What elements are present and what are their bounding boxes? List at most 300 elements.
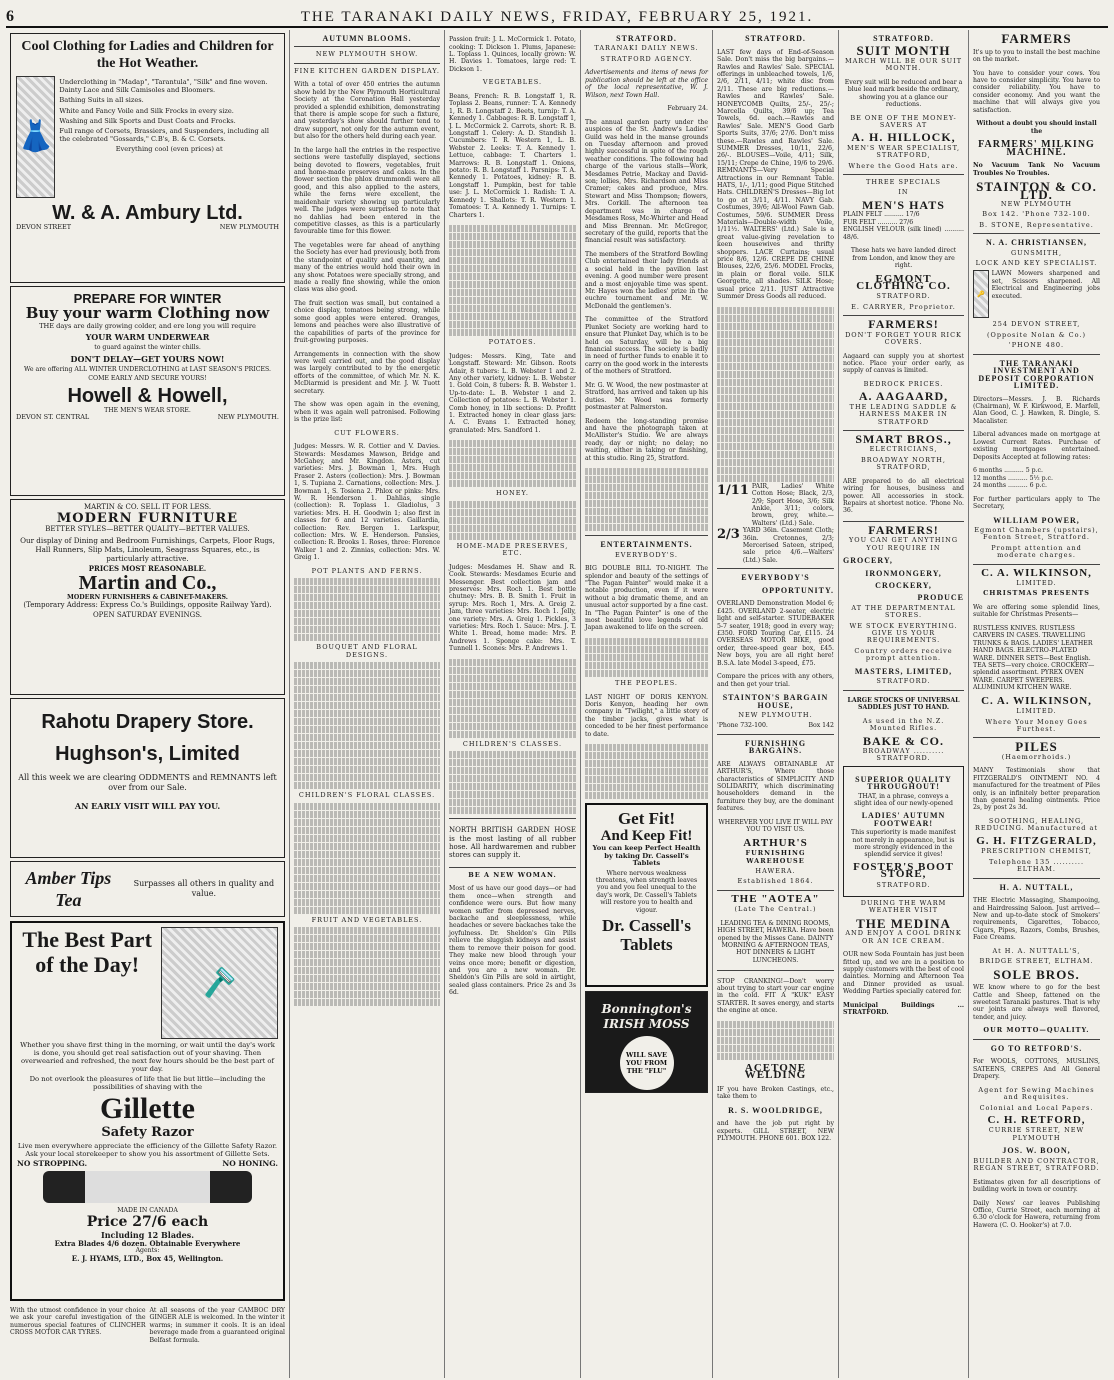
illegible-text-line [294, 883, 440, 890]
directors: Directors—Messrs. J. B. Richards (Chairman), W. F. Kirkwood, E. Marfell, Alan Good, C. J. Hawken, R. Dingle, S. Macalister. [973, 395, 1100, 425]
howell-firm: Howell & Howell, [67, 384, 228, 407]
march-line: MARCH WILL BE OUR SUIT MONTH. [844, 56, 963, 73]
illegible-text-line [449, 659, 576, 666]
devon-opposite: (Opposite Nolan & Co.) [986, 330, 1087, 339]
sewing-agent: Agent for Sewing Machines and Requisites. [978, 1085, 1095, 1102]
illegible-text-line [294, 811, 440, 818]
crockery: CROCKERY, [875, 581, 932, 591]
bonningtons-badge: WILL SAVE YOU FROM THE "FLU" [620, 1036, 674, 1090]
illegible-text-line [294, 875, 440, 882]
illegible-text-line [449, 759, 576, 766]
illegible-text-line [585, 662, 708, 669]
razor-set-illustration [43, 1171, 252, 1203]
hose-text: PAIR, Ladies' White Cotton Hose; Black, 2/3, 2/9; Sport Hose, 3/6; Silk Ankle, 3/11; colors, brown, grey, white.—Walters' (Ltd.) Sale. [751, 482, 834, 527]
martin-ad [10, 499, 285, 695]
howell-town: NEW PLYMOUTH. [217, 413, 279, 422]
illegible-text-line [585, 492, 708, 499]
illegible-text-line [449, 767, 576, 774]
nuttall-addr: BRIDGE STREET, ELTHAM. [979, 957, 1094, 966]
new-woman-text: Most of us have our good days—or had them once—when strength and confidence were ours. But how many women suffer from depressed nerves, backache and sleeplessness, while headaches or severe backaches take the joyfulness. Dr. Sheldon's Gin Pills relieve the sluggish kidneys and assist them to remove their poison for good. They make new blood through your veins once more; benefit or digestion, and you are a new woman. Dr. Sheldon's Gin Pills are sold in airtight, sealed glass containers. Price 2s and 3s 6d. [449, 885, 576, 997]
ambury-town: NEW PLYMOUTH [219, 223, 279, 231]
illegible-text-line [449, 783, 576, 790]
howell-title-1: PREPARE FOR WINTER [73, 291, 222, 306]
illegible-text-line [449, 257, 576, 264]
illegible-text-line [585, 768, 708, 775]
retford-addr: CURRIE STREET, NEW PLYMOUTH [988, 1126, 1085, 1142]
mens-hats: MEN'S HATS [862, 197, 945, 212]
autumn-para-3: The vegetables were far ahead of anything the Society has ever had previously, both from the standpoint of quality and quantity, and many of the entries would hold their own in any show. Potatoes were specially strong, and made a really fine showing, while the onion class was also good. [294, 241, 440, 294]
march-text: Every suit will be reduced and bear a blue lead mark beside the ordinary, showing you at a glance our reductions. [844, 78, 963, 109]
illegible-text-line [294, 686, 440, 693]
rick-covers: DON'T FORGET YOUR RICK COVERS. [845, 330, 962, 346]
stratford-para-4: Mr. G. W. Wood, the new postmaster at Stratford, has arrived and taken up his duties. Mr. Wood was formerly postmaster at Palmerston. [585, 381, 708, 411]
howell-title-2: Buy your warm Clothing now [25, 304, 270, 322]
hose-price: 1/11 [717, 482, 749, 498]
rate-6-months: 6 months .......... 5 p.c. [973, 467, 1043, 475]
hillock-name: A. H. HILLOCK, [851, 130, 956, 145]
illegible-text-line [717, 419, 834, 426]
rahotu-firm: Hughson's, Limited [55, 743, 240, 765]
potatoes-list: Judges: Messrs. King, Tate and Longstaff. Steward: Mr. Gibson. Roots Adair, 8 tubers: L. B. Webster 1 and 2. Any other variety, kidney: L. B. Webster 1. Gold Coin, 8 tubers: R. B. Webster 1. Up-to-date: L. B. Webster 1 and 2. Collection of potatoes: L. B. Webster 1. Comb honey, in 1lb sections: D. Profitt 1. Extracted honey in clear glass jars: A. C. Evans 1. Extracted honey, granulated: Mrs. Sandford 1. [449, 352, 576, 434]
illegible-text-line [449, 691, 576, 698]
illegible-text-line [449, 329, 576, 336]
hillock-strat: STRATFORD. [873, 34, 934, 43]
lock-key: LOCK AND KEY SPECIALIST. [975, 259, 1098, 268]
stainton-bargain: STAINTON'S BARGAIN HOUSE, [722, 693, 829, 710]
cloth-text: YARD 36in. Casement Cloth; 36in. Cretonnes, 2/3; Mercerised Sateen, striped, sale price 4/6.—Walters' (Ltd.) Sale. [742, 527, 834, 564]
furnishing-heading: FURNISHING BARGAINS. [744, 738, 807, 756]
stainton-phone: 'Phone 732-100. [717, 722, 768, 730]
illegible-text-line [294, 891, 440, 898]
fitzgerald-phone: Telephone 135 .......... ELTHAM. [988, 857, 1085, 874]
rahotu-title: Rahotu Drapery Store. [41, 711, 254, 733]
ginger-ale-notice: At all seasons of the year CAMBOC DRY GINGER ALE is welcomed. In the winter it warms; in summer it cools. It is an ideal beverage made from a guaranteed original Belfast formula. [149, 1307, 285, 1344]
daily-news-car: Daily News' car leaves Publishing Office, Currie Street, each morning at 6.30 o'clock for Hawera, returning from Hawera (C. O. Hooker's) at 7.0. [973, 1199, 1100, 1229]
wilkinson-ltd-2: LIMITED. [1016, 707, 1057, 716]
bouquet-heading: BOUQUET AND FLORAL DESIGNS. [316, 643, 418, 659]
illegible-text-line [717, 339, 834, 346]
ironmongery: IRONMONGERY, [865, 568, 942, 578]
illegible-text-line [449, 807, 576, 814]
divider [973, 878, 1100, 879]
cloth-sale [717, 527, 834, 564]
illegible-text-line [294, 951, 440, 958]
illegible-text-line [294, 750, 440, 757]
gillette-no-stropping: NO STROPPING. [17, 1159, 88, 1168]
fruit-list: Passion fruit: J. L. McCormick 1. Potato, cooking: T. Dickson 1. Plums, Japanese: L. Toplass 1. Quinces, locally grown: W. H. Davies 1. Tomatoes, large red: T. Dickson 1. [449, 36, 576, 73]
illegible-text-line [294, 586, 440, 593]
stratford-para-0: Advertisements and items of news for publication should be left at the office of the local representative, W. J. Wilson, next Town Hall. [585, 69, 708, 99]
taranaki-investment: THE TARANAKI INVESTMENT AND DEPOSIT CORPORATION LIMITED. [978, 358, 1095, 390]
stratford-para-1: The annual garden party under the auspices of the St. Andrew's Ladies' Guild was held in the manse grounds on Tuesday afternoon and proved highly successful in spite of the rough weather conditions. The following had charge of the various stalls—Work, Mesdames Petrie, Mackay and David-son; lollies, Mrs. Richardson and Miss Cramer; cakes and produce, Mrs. Stewart and Miss Thompson; flowers, Mrs. Corkill. The afternoon tea department was in charge of Mesdames Ross, Mc-Whirter and Head and Miss Brennan. Mr. McGregor, secretary of the guild, reports that the financial result was satisfactory. [585, 118, 708, 245]
illegible-text-line [449, 297, 576, 304]
illegible-text-line [449, 249, 576, 256]
cassells-keep-fit: And Keep Fit! [600, 828, 693, 845]
haemorrhoids: (Haemorrhoids.) [1001, 752, 1072, 761]
pot-plants-heading: POT PLANTS AND FERNS. [311, 566, 423, 575]
sole-motto: OUR MOTTO—QUALITY. [983, 1026, 1090, 1035]
illegible-text-line [449, 273, 576, 280]
aotea-name: THE "AOTEA" [731, 892, 820, 905]
stainton-town-2: NEW PLYMOUTH [1000, 200, 1073, 209]
masters-name: MASTERS, LIMITED, [854, 666, 953, 676]
illegible-text-line [449, 289, 576, 296]
boon-text: Estimates given for all descriptions of building work in town or country. [973, 1178, 1100, 1193]
entertainments-heading: ENTERTAINMENTS. [600, 540, 693, 550]
illegible-text-line [294, 983, 440, 990]
autumn-para-6: The show was open again in the evening, when it was again well patronised. Following is the prize list: [294, 401, 440, 423]
illegible-text-line [717, 1053, 834, 1060]
illegible-text-line [294, 927, 440, 934]
preserves-list: Judges: Mesdames H. Shaw and R. Cook. Stewards: Mesdames Ecurie and Messenger. Best collection jam and preserves: Mrs. Roch 1. Best bottle chutney: Mrs. B. B. Smith 1. Fruit in syrup: Mrs. Roch 1, Mrs. A. Greig 2. Jam, three varieties: Mrs. Roch 1. Jelly, one variety: Mrs. A. Greig 1. Pickles, 3 varieties: Mrs. Roch 1. Sauce: Mrs. J. T. White 1. Bread, home made: Mrs. P. Andrews 1. Sponge cake: Mrs. T. Tunnell 1. Scones: Mrs. P. Andrews 1. [449, 563, 576, 653]
hillock-tag: Where the Good Hats are. [848, 161, 959, 170]
medina-text: OUR new Soda Fountain has just been fitted up, and we are in a position to supply customers with the best of cool dainties. Morning and Afternoon Tea and Dinner provided as usual. Wedding Parties specially catered for. [843, 951, 964, 996]
arthurs-town: HAWERA. [755, 867, 796, 875]
stainton-town: NEW PLYMOUTH. [738, 710, 813, 719]
divider [717, 890, 834, 891]
illegible-text-line [294, 758, 440, 765]
gillette-sub: Safety Razor [101, 1125, 194, 1140]
wilkinson-ltd: LIMITED. [1016, 578, 1057, 587]
stratford-para-2: The members of the Stratford Bowling Club entertained their lady friends at a social held in the pavilion last evening. A good number were present and a most enjoyable time was spent. Mr. Hayes won the ladies' prize in the euchre tournament and Mr. W. McDonald the gentlemen's. [585, 250, 708, 310]
cassells-fit: Get Fit! [617, 809, 676, 829]
gillette-line-3: Live men everywhere appreciate the efficiency of the Gillette Safety Razor. Ask your local storekeeper to show you his assortment of Gillette Sets. [17, 1142, 278, 1158]
page-number: 6 [6, 8, 16, 25]
illegible-text-line [449, 525, 576, 532]
illegible-text-line [449, 799, 576, 806]
hose-sale [717, 483, 834, 527]
illegible-text-line [294, 694, 440, 701]
foster-ad [843, 766, 964, 897]
egmont-name: EGMONT CLOTHING CO. [856, 272, 951, 292]
newspaper-title: THE TARANAKI DAILY NEWS, FRIDAY, FEBRUARY 25, 1921. [300, 9, 814, 25]
gillette-line-2: Do not overlook the pleasures of life that lie but little—including the possibilities of shaving with the [29, 1075, 266, 1091]
boon-name: JOS. W. BOON, [1002, 1146, 1071, 1156]
smart-name: SMART BROS., [855, 431, 952, 446]
rahotu-line-1: All this week we are clearing ODDMENTS and REMNANTS left over from our Sale. [18, 773, 277, 792]
illegible-text-line [717, 331, 834, 338]
egmont-town: STRATFORD. [876, 292, 931, 301]
illegible-text-line [294, 742, 440, 749]
illegible-text-line [294, 710, 440, 717]
illegible-text-line [294, 718, 440, 725]
illegible-text-line [449, 440, 576, 447]
farmers-without: Without a doubt you should install the [976, 120, 1097, 135]
illegible-text-line [294, 634, 440, 641]
martin-firm: Martin and Co., [78, 572, 217, 595]
autumn-footwear: LADIES' AUTUMN FOOTWEAR! [861, 811, 946, 828]
illegible-text-line [717, 403, 834, 410]
country-orders: Country orders receive prompt attention. [854, 646, 953, 663]
illegible-text-line [585, 500, 708, 507]
martin-line-4: PRICES MOST REASONABLE. [88, 563, 207, 573]
gillette-agents-label: Agents: [135, 1247, 160, 1255]
gillette-no-honing: NO HONING. [222, 1159, 278, 1168]
stratford-para-5: Redeem the long-standing promise and have the photograph taken at McAllister's Studio. We are always ready, day or night; no delay; no waiting, either in taking or finishing, at this studio. Ring 25, Stratford. [585, 417, 708, 462]
acetone-heading: ACETONE WELDING [744, 1061, 807, 1082]
cloth-price: 2/3 [717, 527, 740, 543]
milking-machine: FARMERS' MILKING MACHINE. [978, 139, 1095, 158]
autumn-para-2: In the large hall the entries in the respective sections were tastefully displayed, sections being devoted to flowers, vegetables, fruit and home-made preserves and cakes. In the flower section the phlox drummondi were all good, and this also applied to the asters, while the ferns were excellent, the maidenhair variety showing up particularly well. The judges were surprised to note that no dahlias had been entered in the competitive classes, as this is a particularly favourable time for this flower. [294, 146, 440, 236]
ambury-ad [10, 33, 285, 283]
illegible-text-line [717, 387, 834, 394]
column-stratford-news [581, 30, 713, 1378]
illegible-text-line [449, 683, 576, 690]
gillette-extra: Extra Blades 4/6 dozen. Obtainable Everywhere [54, 1238, 241, 1248]
illegible-text-line [449, 775, 576, 782]
aagaard-text: Aagaard can supply you at shortest notice. Place your order early, as supply of canvas is limited. [843, 352, 964, 375]
lawnmower-illustration [973, 270, 989, 318]
rahotu-ad [10, 698, 285, 858]
retfords-list: For WOOLS, COTTONS, MUSLINS, SATEENS, CREPES And All General Drapery. [973, 1058, 1100, 1081]
illegible-text-line [449, 313, 576, 320]
stratford-agency: STRATFORD AGENCY. [600, 54, 693, 63]
english-velour: ENGLISH VELOUR (silk lined) .......... 48/6. [843, 226, 964, 241]
bake-name: BAKE & CO. [862, 733, 944, 748]
plain-felt: PLAIN FELT .......... 17/6 [843, 211, 920, 219]
illegible-text-line [585, 638, 708, 645]
amber-tagline: Surpasses all others in quality and value. [133, 879, 275, 898]
stainton-box-phone: Box 142. 'Phone 732-100. [982, 210, 1091, 219]
illegible-text-line [449, 464, 576, 471]
illegible-text-line [294, 774, 440, 781]
illegible-text-line [449, 715, 576, 722]
rahotu-line-2: AN EARLY VISIT WILL PAY YOU. [74, 801, 221, 811]
ambury-line-1: Underclothing in "Madap", "Tarantula", "Silk" and fine woven. Dainty Lace and Silk Camisoles and Bloomers. [59, 78, 268, 95]
bottom-notices [10, 1305, 285, 1346]
illegible-text-line [294, 610, 440, 617]
illegible-text-line [717, 451, 834, 458]
children-classes-heading: CHILDREN'S CLASSES. [462, 739, 563, 748]
illegible-text-line [294, 827, 440, 834]
illegible-text-line [294, 991, 440, 998]
cassells-tagline: You can keep Perfect Health by taking Dr. Cassell's Tablets [592, 844, 701, 868]
hillock-sub: MEN'S WEAR SPECIALIST, STRATFORD, [846, 143, 961, 160]
masters-town: STRATFORD. [876, 677, 931, 686]
martin-line-1: MARTIN & CO. SELL IT FOR LESS. [83, 503, 212, 511]
compare-text: Compare the prices with any others, and then get your trial. [717, 673, 834, 688]
illegible-text-line [449, 456, 576, 463]
illegible-text-line [717, 1045, 834, 1052]
illegible-text-line [585, 784, 708, 791]
william-power: WILLIAM POWER, [993, 515, 1080, 525]
illegible-text-line [717, 315, 834, 322]
stainton-box: Box 142 [808, 722, 834, 730]
divider [843, 315, 964, 316]
honey-heading: HONEY. [496, 489, 529, 498]
illegible-text-line [449, 731, 576, 738]
aotea-text: LEADING TEA & DINING ROOMS, HIGH STREET, HAWERA. Have been opened by the Misses Cane. DAINTY MORNING & AFTERNOON TEAS, HOT DINNERS & LIGHT LUNCHEONS. [717, 919, 834, 964]
column-prize-list [445, 30, 581, 1378]
arthurs-est: Established 1864. [737, 877, 814, 886]
illegible-text-line [585, 760, 708, 767]
howell-line-5: We are offering ALL WINTER UNDERCLOTHING at LAST SEASON'S PRICES. [24, 365, 271, 373]
arthurs-sub: FURNISHING WAREHOUSE [745, 849, 806, 865]
illegible-text-line [717, 355, 834, 362]
illegible-text-line [449, 233, 576, 240]
christiansen-name: N. A. CHRISTIANSEN, [985, 238, 1088, 248]
illegible-text-line [449, 480, 576, 487]
illegible-text-line [717, 347, 834, 354]
vegetables-list: Beans, French: R. B. Longstaff 1, R. Toplass 2. Beans, runner: T. A. Kennedy 1, R. B. Longstaff 2. Beets, turnip: T. A. Kennedy 1. Cabbages: R. B. Longstaff 1, J. L. McCormick 2. Carrots, short: R. B. Longstaff 1. Celery: A. D. Standish 1. Cucumbers: T. R. Western 1, L. B. Webster 2. Leeks: T. A. Kennedy 1. Lettuce, cabbage: T. Charters 1. Marrows: R. B. Longstaff 1. Onions, potato: R. B. Longstaff 1. Parsnips: T. A. Kennedy 1. Potatoes, kidney: R. B. Longstaff 1. Pumpkin, best for table use: J. L. McCormick 1. Radish: T. A. Kennedy 1. Shallots: T. R. Western 1. Tomatoes: T. A. Kennedy 1. Turnips: T. Charters 1. [449, 93, 576, 219]
illegible-text-line [585, 468, 708, 475]
gillette-price: Price 27/6 each [86, 1213, 209, 1230]
martin-line-5: OPEN SATURDAY EVENINGS. [92, 611, 203, 620]
illegible-text-line [294, 975, 440, 982]
medina-sub: AND ENJOY A COOL DRINK OR AN ICE CREAM. [845, 929, 962, 945]
devon-street: 254 DEVON STREET, [992, 320, 1081, 329]
illegible-text-line [294, 766, 440, 773]
illegible-text-line [717, 363, 834, 370]
illegible-text-line [449, 281, 576, 288]
divider [449, 867, 576, 868]
egmont-chambers: Egmont Chambers (upstairs), Fenton Street, Stratford. [974, 525, 1099, 542]
prompt-attention: Prompt attention and moderate charges. [991, 543, 1082, 560]
autumn-para-4: The fruit section was small, but contained a choice display, tomatoes being strong, while some good apples were entered. Oranges, lemons and peaches were also illustrative of the capabilities of parts of the province for fruit-growing purposes. [294, 299, 440, 344]
column-stratford-ads [839, 30, 969, 1378]
hats-text: These hats we have landed direct from London, and know they are right. [850, 247, 957, 269]
illegible-text-line [294, 702, 440, 709]
illegible-text-line [294, 670, 440, 677]
aagaard-name: A. AAGAARD, [858, 389, 949, 404]
saddles-used: As used in the N.Z. Mounted Rifles. [862, 716, 945, 733]
foster-town: STRATFORD. [876, 880, 931, 889]
children-floral-heading: CHILDREN'S FLORAL CLASSES. [298, 791, 436, 800]
cassells-tablets: Tablets [620, 934, 673, 954]
illegible-text-line [294, 803, 440, 810]
anything-line: YOU CAN GET ANYTHING YOU REQUIRE IN [848, 536, 959, 552]
furnishing-text: ARE ALWAYS OBTAINABLE AT ARTHUR'S, Where those characteristics of SIMPLICITY AND SOLIDARITY, which discriminating householders demand in the furniture they buy, are the dominant features. [717, 760, 834, 813]
columns [6, 30, 1108, 1378]
lady-illustration [16, 76, 55, 198]
illegible-text-line [717, 323, 834, 330]
illegible-text-line [294, 859, 440, 866]
illegible-text-line [585, 752, 708, 759]
column-farmers [969, 30, 1104, 1378]
bedrock-prices: BEDROCK PRICES. [863, 379, 944, 388]
illegible-text-line [717, 395, 834, 402]
kuk-starter-text: STOP CRANKING!—Don't worry about trying to start your car engine in the cold. FIT A "KUK" EASY STARTER. It saves energy, and starts the engine at once. [717, 977, 834, 1015]
divider [294, 63, 440, 64]
illegible-text-line [294, 943, 440, 950]
divider [449, 818, 576, 819]
illegible-text-line [294, 899, 440, 906]
illegible-text-line [717, 443, 834, 450]
illegible-text-line [449, 517, 576, 524]
illegible-text-line [294, 678, 440, 685]
gillette-brand: Gillette [100, 1092, 195, 1125]
illegible-text-line [585, 516, 708, 523]
no-vacuum: No Vacuum Tank No Vacuum Troubles No Troubles. [973, 162, 1100, 177]
lawn-text: LAWN Mowers sharpened and set, Scissors sharpened. All Electrical and Engineering jobs executed. [991, 270, 1100, 300]
warm-weather: DURING THE WARM WEATHER VISIT [860, 899, 947, 915]
stratford-sub: TARANAKI DAILY NEWS. [594, 44, 699, 53]
acetone-text: IF you have Broken Castings, etc., take them to [717, 1085, 834, 1101]
piles-heading: PILES [1015, 739, 1058, 755]
gillette-agent: E. J. HYAMS, LTD., Box 45, Wellington. [71, 1253, 224, 1263]
autumn-heading: AUTUMN BLOOMS. [322, 34, 412, 43]
amber-tips-ad [10, 861, 285, 917]
illegible-text-line [449, 225, 576, 232]
peoples-text: LAST NIGHT OF DORIS KENYON. Doris Kenyon, heading her own company in "Twilight," a little story of the timber jacks, gives what is conceded to be her finest performance to date. [585, 693, 708, 738]
farmers-intro: It's up to you to install the best machine on the market. [973, 48, 1100, 63]
divider [717, 970, 834, 971]
illegible-text-line [717, 1037, 834, 1044]
illegible-text-line [294, 907, 440, 914]
illegible-text-line [717, 459, 834, 466]
smart-addr: BROADWAY NORTH, STRATFORD, [861, 455, 946, 472]
martin-line-3: Our display of Dining and Bedroom Furnishings, Carpets, Floor Rugs, Hall Runners, Slip Mats, Linoleum, Seagrass Squares, etc., is particularly attractive. [20, 535, 275, 563]
illegible-text-line [585, 670, 708, 677]
gillette-headline: The Best Part of the Day! [22, 927, 152, 977]
vegetables-heading: VEGETABLES. [482, 78, 543, 87]
further-particulars: For further particulars apply to The Secretary, [973, 495, 1100, 510]
aagaard-sub: THE LEADING SADDLE & HARNESS MAKER IN STRATFORD [849, 402, 958, 426]
produce: PRODUCE [917, 593, 964, 603]
divider [973, 233, 1100, 234]
stratford-para-3: The committee of the Stratford Plunket Society are working hard to ensure that Plunket Day, which is to be held on Saturday, will be a big financial success. The society is badly in need of further funds to enable it to carry on the good work in the interests of the mothers of Stratford. [585, 316, 708, 376]
divider [973, 354, 1100, 355]
wooldridge-text: and have the job put right by experts. GILL STREET, NEW PLYMOUTH. PHONE 601. BOX 122. [717, 1120, 834, 1143]
key-icon: 🔑 [976, 290, 985, 298]
illegible-text-line [449, 265, 576, 272]
nuttall-at: At H. A. NUTTALL'S, [992, 946, 1081, 955]
wherever-text: WHEREVER YOU LIVE IT WILL PAY YOU TO VISIT US. [718, 818, 833, 834]
illegible-text-line [449, 321, 576, 328]
illegible-text-line [717, 427, 834, 434]
stainton-rep: B. STONE, Representative. [979, 220, 1094, 229]
stainton-name: STAINTON & CO. LTD. [976, 179, 1097, 202]
illegible-text-line [294, 662, 440, 669]
liberal-advances: Liberal advances made on mortgage at Lowest Current Rates. Purchase of existing mortgages entertained. Deposits Accepted at following rates: [973, 431, 1100, 461]
illegible-text-line [449, 533, 576, 540]
illegible-text-line [449, 675, 576, 682]
money-savers: BE ONE OF THE MONEY-SAVERS AT [850, 113, 957, 130]
preserves-heading: HOME-MADE PRESERVES, ETC. [456, 541, 569, 558]
farmers-title: FARMERS [1001, 31, 1072, 46]
column-stratford-sales [713, 30, 839, 1378]
illegible-text-line [294, 851, 440, 858]
divider [843, 174, 964, 175]
farmers-heading-2: FARMERS! [868, 523, 939, 537]
gunsmith: GUNSMITH, [1010, 248, 1063, 257]
illegible-text-line [585, 508, 708, 515]
illegible-text-line [717, 1021, 834, 1028]
sales-heading: STRATFORD. [745, 34, 806, 43]
wilkinson-name-2: C. A. WILKINSON, [981, 694, 1092, 707]
christmas-list: RUSTLESS KNIVES. RUSTLESS CARVERS IN CASES. TRAVELLING TRUNKS & BAGS. LADIES' LEATHER HAND BAGS. ELECTRO-PLATED WARE. DINNER SETS—Best English. TEA SETS—very choice. CROCKERY—splendid assortment. PYREX OVEN WARE. CARPET SWEEPERS. ALUMINIUM KITCHEN WARE. [973, 624, 1095, 692]
three-specials: THREE SPECIALS [865, 178, 942, 187]
amber-brand: Amber Tips Tea [25, 868, 112, 910]
rate-24-months: 24 months .......... 6 p.c. [973, 481, 1047, 489]
ambury-line-5: Full range of Corsets, Brassiers, and Suspenders, including all the celebrated "Gossards," C.B's, B. & C. Corsets. [59, 127, 269, 144]
ambury-line-6: Everything cool (even prices) at [115, 145, 223, 154]
illegible-text-line [294, 594, 440, 601]
superior-quality: SUPERIOR QUALITY THROUGHOUT! [855, 774, 952, 792]
egmont-prop: E. CARRYER, Proprietor. [851, 302, 956, 311]
martin-sub: MODERN FURNISHERS & CABINET-MAKERS. [67, 594, 228, 602]
ambury-line-3: White and Fancy Voile and Silk Frocks in every size. [59, 106, 234, 115]
column-autumn-blooms [290, 30, 445, 1378]
razor-icon: 🪒 [202, 966, 238, 1000]
everybodys-text: BIG DOUBLE BILL TO-NIGHT. The splendor and beauty of the settings of "The Pagan Painter" would make it a notable production, even if it were without a big dramatic theme, and an unusual actor supported by a fine cast. In "The Pagan Painter" is one of the most beautiful love legends of old Japan awakened to life on the screen. [585, 565, 708, 632]
illegible-text-line [449, 305, 576, 312]
wilkinson-motto: Where Your Money Goes Furthest. [985, 717, 1088, 734]
illegible-text-line [585, 792, 708, 799]
farmers-heading: FARMERS! [868, 317, 939, 332]
illegible-text-line [449, 707, 576, 714]
divider [973, 564, 1100, 565]
